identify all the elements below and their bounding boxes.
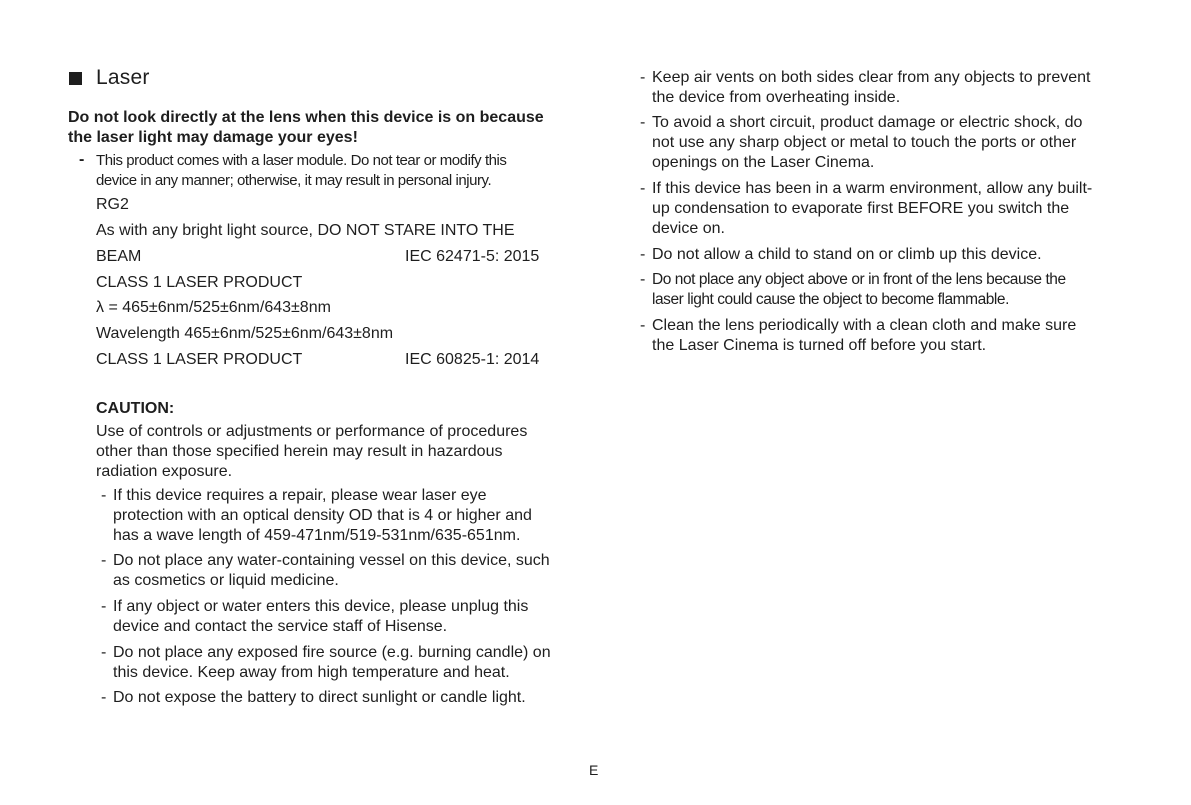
dash-bullet: - [640, 114, 646, 131]
intro-line: This product comes with a laser module. Do not tear or modify this [96, 152, 507, 169]
intro-text [96, 151, 507, 191]
bullet-line: Keep air vents on both sides clear from any objects to prevent [652, 69, 1091, 86]
bullet-line: Do not place any exposed fire source (e.g. burning candle) on [113, 644, 551, 661]
warning-line: the laser light may damage your eyes! [68, 129, 358, 146]
square-bullet-icon [69, 72, 82, 85]
dash-bullet: - [640, 180, 646, 197]
dash-bullet: - [640, 69, 646, 86]
section-heading [69, 66, 150, 90]
caution-text [96, 422, 527, 482]
bullet-line: the Laser Cinema is turned off before you start. [652, 337, 987, 354]
bullet-line: To avoid a short circuit, product damage or electric shock, do [652, 114, 1083, 131]
bullet-line: protection with an optical density OD that is 4 or higher and [113, 507, 532, 524]
bullet-line: Do not expose the battery to direct sunlight or candle light. [113, 689, 526, 706]
bullet-line: If this device has been in a warm environment, allow any built- [652, 180, 1093, 197]
caution-line: Use of controls or adjustments or performance of procedures [96, 423, 528, 440]
bullet-line: this device. Keep away from high temperature and heat. [113, 664, 510, 681]
bullet-line: has a wave length of 459-471nm/519-531nm/635-651nm. [113, 527, 521, 544]
bullet-line: device and contact the service staff of Hisense. [113, 618, 448, 635]
spec-class1-a: CLASS 1 LASER PRODUCT [96, 274, 303, 291]
dash-bullet: - [101, 487, 107, 504]
spec-class1-b: CLASS 1 LASER PRODUCT [96, 351, 303, 368]
spec-iec-60825: IEC 60825-1: 2014 [405, 351, 540, 368]
dash-bullet: - [101, 598, 107, 615]
intro-line: device in any manner; otherwise, it may result in personal injury. [96, 172, 492, 189]
bullet-line: Do not allow a child to stand on or climb up this device. [652, 246, 1042, 263]
bullet-line: as cosmetics or liquid medicine. [113, 572, 339, 589]
caution-line: other than those specified herein may result in hazardous [96, 443, 503, 460]
warning-line: Do not look directly at the lens when this device is on because [68, 109, 544, 126]
spec-stare-line1: As with any bright light source, DO NOT STARE INTO THE [96, 222, 515, 239]
page-marker: E [589, 762, 599, 778]
bullet-line: not use any sharp object or metal to touch the ports or other [652, 134, 1077, 151]
bullet-line: Do not place any water-containing vessel on this device, such [113, 552, 550, 569]
dash-bullet: - [101, 644, 107, 661]
bullet-line: openings on the Laser Cinema. [652, 154, 875, 171]
dash-bullet: - [101, 689, 107, 706]
dash-bullet: - [640, 317, 646, 334]
dash-bullet: - [101, 552, 107, 569]
bullet-line: Clean the lens periodically with a clean cloth and make sure [652, 317, 1077, 334]
caution-title: CAUTION: [96, 400, 175, 417]
spec-iec-62471: IEC 62471-5: 2015 [405, 248, 540, 265]
bullet-line: the device from overheating inside. [652, 89, 901, 106]
bullet-line: up condensation to evaporate first BEFORE you switch the [652, 200, 1070, 217]
dash-bullet: - [640, 271, 646, 288]
bullet-line: device on. [652, 220, 725, 237]
dash-bullet: - [79, 151, 85, 168]
heading-text: Laser [96, 66, 150, 89]
warning-text [68, 108, 588, 148]
dash-bullet: - [640, 246, 646, 263]
spec-stare-line2: BEAM [96, 248, 142, 265]
bullet-line: If any object or water enters this device, please unplug this [113, 598, 529, 615]
bullet-line: If this device requires a repair, please wear laser eye [113, 487, 487, 504]
caution-line: radiation exposure. [96, 463, 233, 480]
spec-rg: RG2 [96, 196, 129, 213]
spec-lambda: λ = 465±6nm/525±6nm/643±8nm [96, 299, 331, 316]
bullet-line: Do not place any object above or in front of the lens because the [652, 271, 1066, 288]
bullet-line: laser light could cause the object to become flammable. [652, 291, 1009, 308]
spec-wavelength: Wavelength 465±6nm/525±6nm/643±8nm [96, 325, 394, 342]
